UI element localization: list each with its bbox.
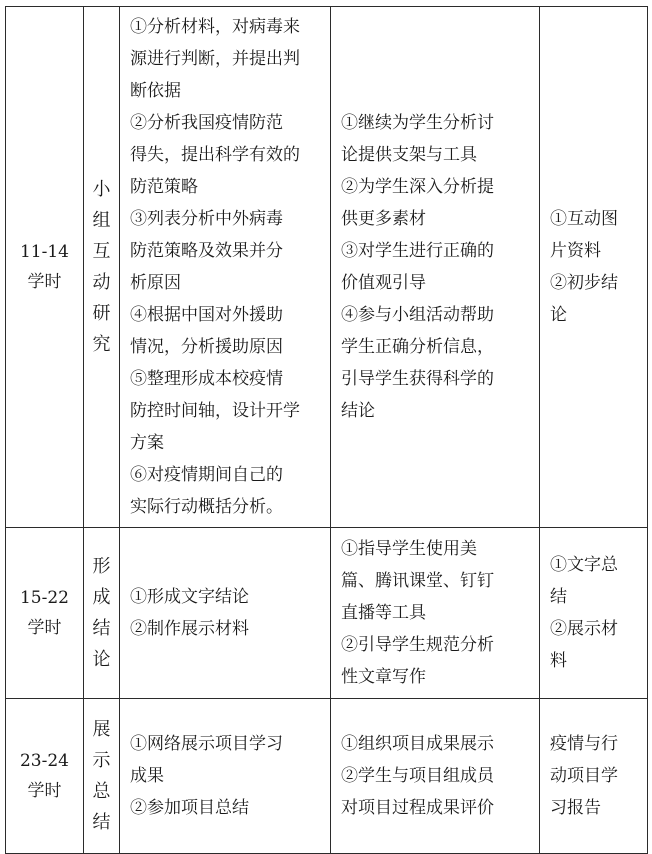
student-line: 方案 [130,433,164,453]
phase-char: 形 [92,556,111,577]
student-line: 防范策略 [130,177,198,197]
time-unit: 学时 [27,618,62,638]
result-line: 结 [550,587,567,607]
teacher-line: ④参与小组活动帮助 [341,305,494,325]
phase-char: 研 [92,303,111,324]
result-line: 料 [550,651,567,671]
result-cell [540,7,648,528]
student-line: 情况，分析援助原因 [130,337,283,357]
teacher-line: 结论 [341,401,375,421]
table-row [6,528,648,699]
teacher-line: 论提供支架与工具 [341,145,477,165]
teacher-line: 对项目过程成果评价 [341,798,494,818]
result-cell [540,699,648,854]
time-unit: 学时 [27,272,62,292]
result-line: 疫情与行 [550,734,618,754]
student-line: 源进行判断，并提出判 [130,49,300,69]
time-cell [6,528,84,699]
project-schedule-table [5,6,648,854]
result-line: ②展示材 [550,619,618,639]
teacher-line: 篇、腾讯课堂、钉钉 [341,571,494,591]
student-line: 防控时间轴，设计开学 [130,401,300,421]
phase-char: 究 [92,334,111,355]
teacher-line: ③对学生进行正确的 [341,241,494,261]
table-row [6,7,648,528]
teacher-line: ①指导学生使用美 [341,539,477,559]
student-line: ④根据中国对外援助 [130,305,283,325]
student-line: ⑤整理形成本校疫情 [130,369,283,389]
time-cell [6,699,84,854]
teacher-line: ②为学生深入分析提 [341,177,494,197]
phase-char: 展 [92,719,111,740]
student-line: ①分析材料，对病毒来 [130,17,300,37]
student-activity-cell [120,7,331,528]
phase-cell [84,7,120,528]
student-line: ②参加项目总结 [130,798,249,818]
student-line: ①形成文字结论 [130,587,249,607]
teacher-activity-cell [331,699,540,854]
phase-char: 动 [92,272,111,293]
teacher-line: ②学生与项目组成员 [341,766,494,786]
time-range: 15-22 [19,588,69,608]
result-line: 片资料 [550,241,601,261]
time-unit: 学时 [27,781,62,801]
student-line: ②分析我国疫情防范 [130,113,283,133]
phase-char: 论 [92,649,111,670]
time-range: 11-14 [19,242,69,262]
student-line: 析原因 [130,273,181,293]
table-row [6,699,648,854]
phase-char: 示 [92,750,111,771]
student-line: ①网络展示项目学习 [130,734,283,754]
teacher-line: 学生正确分析信息， [341,337,494,357]
phase-char: 小 [92,179,111,200]
result-line: 动项目学 [550,766,618,786]
teacher-line: ①继续为学生分析讨 [341,113,494,133]
phase-cell [84,528,120,699]
time-range: 23-24 [19,751,69,771]
student-activity-cell [120,699,331,854]
phase-char: 结 [92,812,111,833]
student-activity-cell [120,528,331,699]
student-line: 得失，提出科学有效的 [130,145,300,165]
teacher-line: 性文章写作 [341,667,426,687]
teacher-activity-cell [331,7,540,528]
teacher-line: ①组织项目成果展示 [341,734,494,754]
phase-char: 组 [92,210,111,231]
student-line: ⑥对疫情期间自己的 [130,465,283,485]
time-cell [6,7,84,528]
result-line: 论 [550,305,567,325]
student-line: ②制作展示材料 [130,619,249,639]
phase-char: 成 [92,587,111,608]
result-line: ②初步结 [550,273,618,293]
phase-cell [84,699,120,854]
student-line: 实际行动概括分析。 [130,497,283,517]
teacher-activity-cell [331,528,540,699]
result-line: ①文字总 [550,555,618,575]
phase-char: 互 [92,241,111,262]
result-cell [540,528,648,699]
phase-char: 总 [92,781,111,802]
result-line: 习报告 [550,798,601,818]
phase-char: 结 [92,618,111,639]
teacher-line: 供更多素材 [341,209,426,229]
student-line: 成果 [130,766,164,786]
teacher-line: 直播等工具 [341,603,426,623]
result-line: ①互动图 [550,209,618,229]
teacher-line: ②引导学生规范分析 [341,635,494,655]
teacher-line: 引导学生获得科学的 [341,369,494,389]
student-line: ③列表分析中外病毒 [130,209,283,229]
teacher-line: 价值观引导 [341,273,426,293]
student-line: 防范策略及效果并分 [130,241,283,261]
student-line: 断依据 [130,81,181,101]
